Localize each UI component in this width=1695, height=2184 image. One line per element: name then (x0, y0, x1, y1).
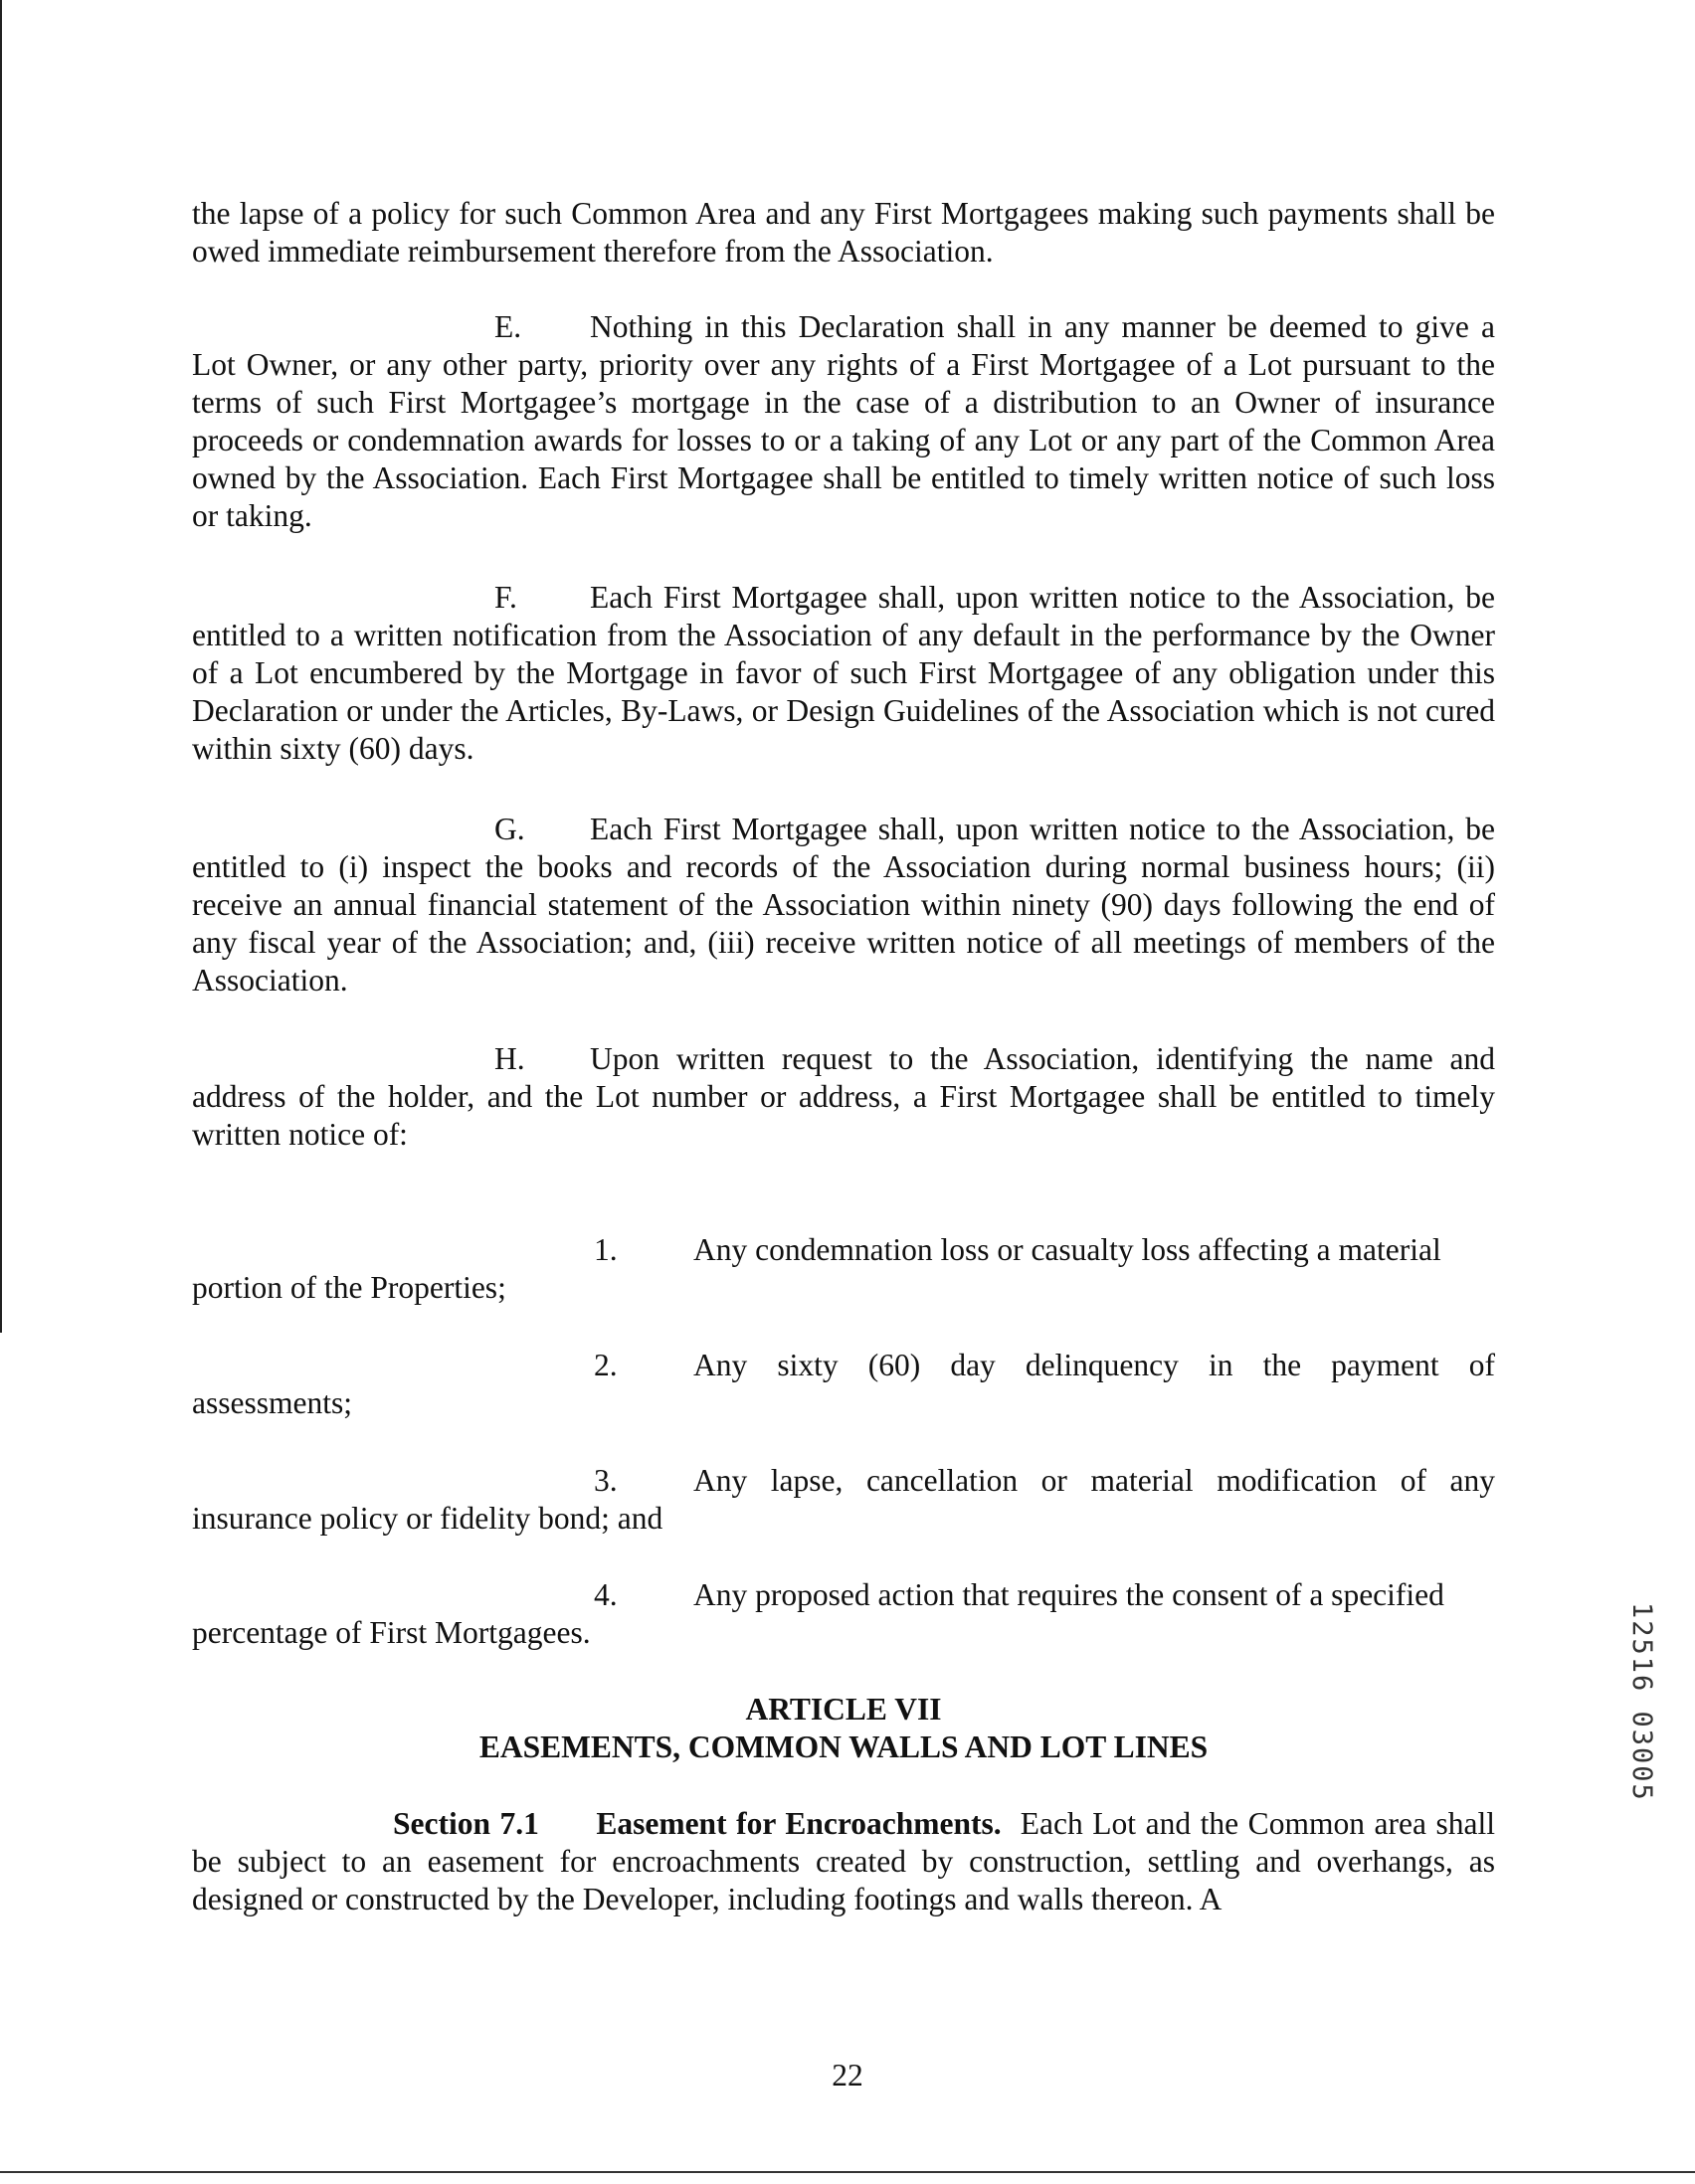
section-heading: Easement for Encroachments. (596, 1806, 1002, 1841)
section-7-1 (192, 1805, 1495, 1918)
side-stamp: 12516 03005 (1626, 1602, 1657, 1802)
list-item-text: Any lapse, cancellation or material modification of any (693, 1463, 1495, 1498)
list-item-continuation: assessments; (192, 1385, 352, 1420)
list-item-continuation: percentage of First Mortgagees. (192, 1615, 591, 1650)
list-item (192, 1347, 1495, 1422)
paragraph-h-label: H. (494, 1041, 525, 1076)
list-item (192, 1231, 1495, 1307)
list-item-number: 4. (594, 1577, 618, 1612)
list-item-continuation: portion of the Properties; (192, 1270, 506, 1305)
list-item-text: Any condemnation loss or casualty loss affecting a material (693, 1232, 1441, 1267)
paragraph-e-text: Nothing in this Declaration shall in any manner be deemed to give a Lot Owner, or any other party, priority over any rights of a First Mortgagee of a Lot pursuant to the terms of such First Mortgagee’s mortgage in the case of a distribution to an Owner of insurance proceeds or condemnation awards for losses to or a taking of any Lot or any part of the Common Area owned by the Association. Each First Mortgagee shall be entitled to timely written notice of such loss or taking. (192, 309, 1495, 533)
section-text: Each Lot and the Common area shall be subject to an easement for encroachments created by construction, settling and overhangs, as designed or constructed by the Developer, including footings and walls thereon. A (192, 1806, 1496, 1916)
list-item (192, 1576, 1495, 1652)
paragraph-e-label: E. (494, 309, 522, 344)
page-number: 22 (832, 2058, 863, 2093)
list-item-continuation: insurance policy or fidelity bond; and (192, 1501, 663, 1536)
bottom-border-line (0, 2171, 1695, 2173)
paragraph-g-label: G. (494, 812, 525, 846)
paragraph-f-text: Each First Mortgagee shall, upon written notice to the Association, be entitled to a written notification from the Association of any default in the performance by the Owner of a Lot encumbered by the Mortgage in favor of such First Mortgagee of any obligation under this Declaration or under the Articles, By-Laws, or Design Guidelines of the Association which is not cured within sixty (60) days. (192, 580, 1495, 766)
list-item (192, 1462, 1495, 1538)
paragraph-f-label: F. (494, 580, 517, 615)
paragraph-h-text: Upon written request to the Association, identifying the name and address of the holder, and the Lot number or address, a First Mortgagee shall be entitled to timely written notice of: (192, 1041, 1495, 1152)
paragraph-h (192, 1040, 1495, 1154)
list-item-number: 2. (594, 1348, 618, 1382)
scan-edge-line (0, 0, 2, 1333)
paragraph-g (192, 811, 1495, 1000)
paragraph-f (192, 579, 1495, 768)
paragraph-e (192, 308, 1495, 535)
paragraph-g-text: Each First Mortgagee shall, upon written notice to the Association, be entitled to (i) inspect the books and records of the Association during normal business hours; (ii) receive an annual financial statement of the Association within ninety (90) days following the end of any fiscal year of the Association; and, (iii) receive written notice of all meetings of members of the Association. (192, 812, 1495, 998)
section-label: Section 7.1 (393, 1806, 539, 1841)
list-item-text: Any sixty (60) day delinquency in the payment of (693, 1348, 1495, 1382)
article-subtitle: EASEMENTS, COMMON WALLS AND LOT LINES (478, 1729, 1209, 1764)
list-item-number: 3. (594, 1463, 618, 1498)
paragraph-continuation (192, 195, 1495, 271)
list-item-number: 1. (594, 1232, 618, 1267)
article-title: ARTICLE VII (745, 1692, 942, 1727)
paragraph-continuation-text: the lapse of a policy for such Common Area and any First Mortgagees making such payments shall be owed immediate reimbursement therefore from the Association. (192, 196, 1495, 269)
list-item-text: Any proposed action that requires the consent of a specified (693, 1577, 1444, 1612)
